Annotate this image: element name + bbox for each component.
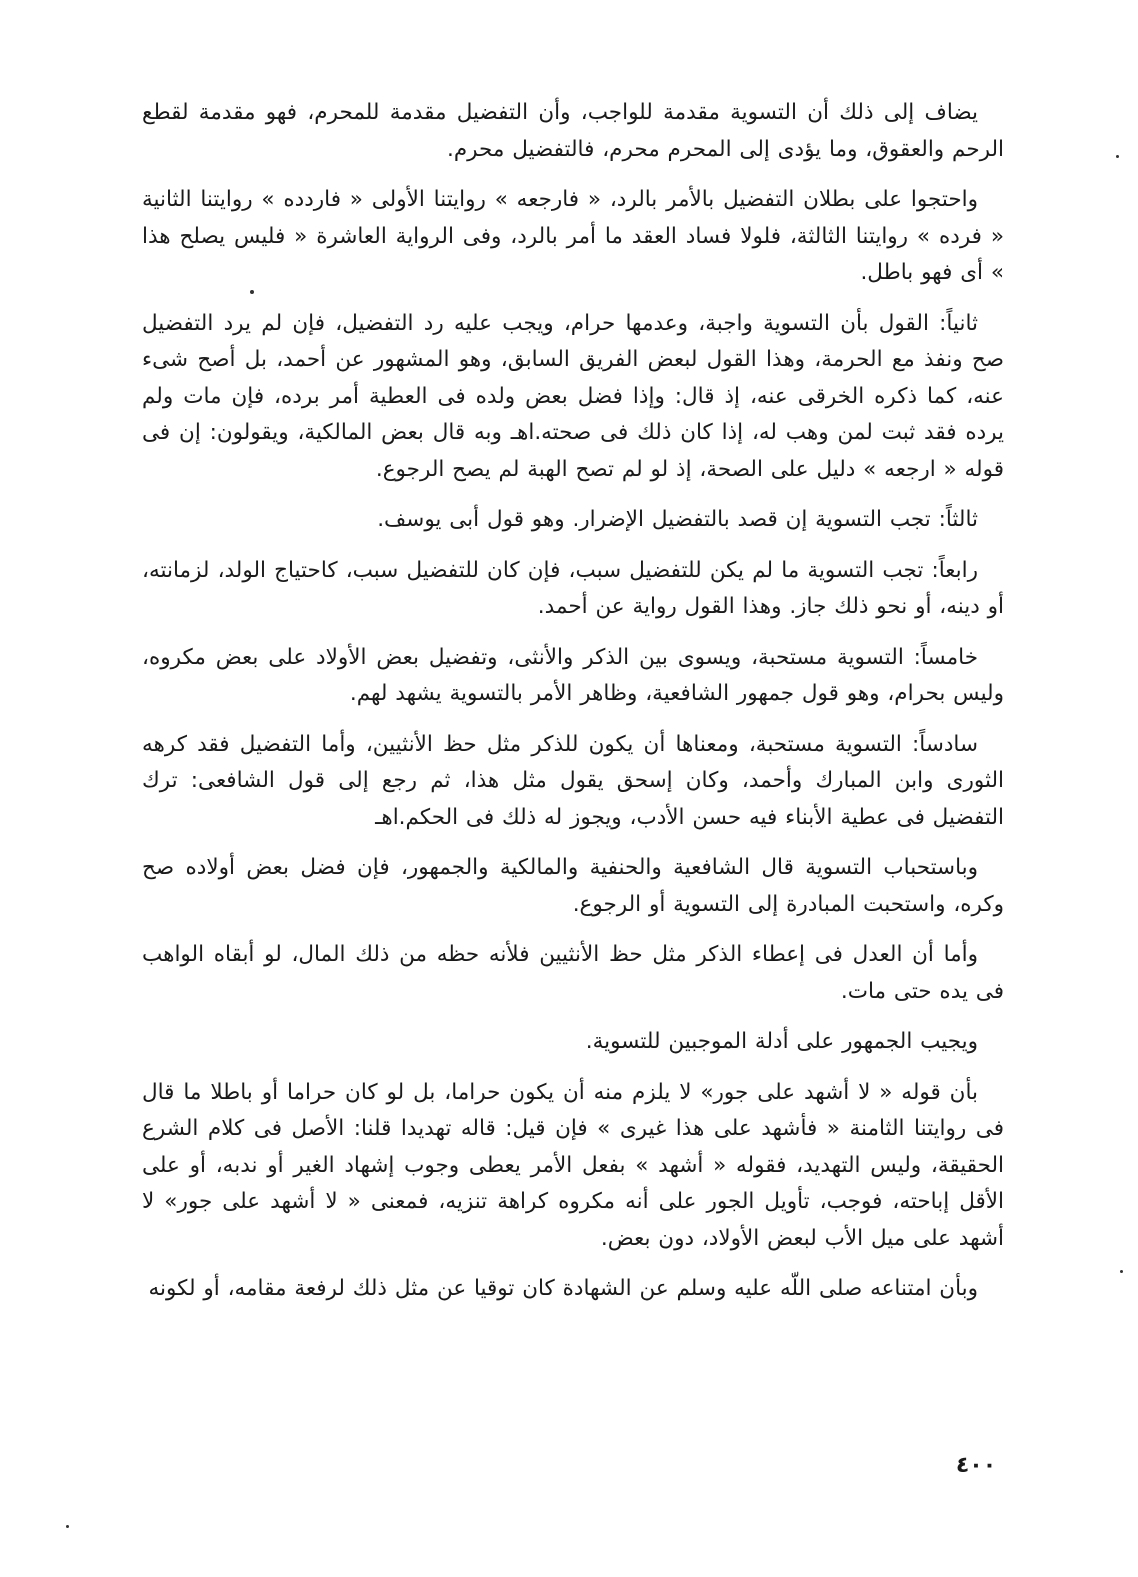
page-number: ٤٠٠ — [955, 1453, 997, 1478]
paragraph-3: ثانياً: القول بأن التسوية واجبة، وعدمها حرام، ويجب عليه رد التفضيل، فإن لم يرد التفضيل صح ونفذ مع الحرمة، وهذا القول لبعض الفريق السابق، وهو المشهور عن أحمد، بل أصح شىء عنه، كما ذكره الخرقى عنه، إذ قال: وإذا فضل بعض ولده فى العطية أمر برده، فإن مات ولم يرده فقد ثبت لمن وهب له، إذا كان ذلك فى صحته.اهـ وبه قال بعض المالكية، ويقولون: إن فى قوله « ارجعه » دليل على الصحة، إذ لو لم تصح الهبة لم يصح الرجوع. — [142, 310, 1004, 482]
paragraph-9: وأما أن العدل فى إعطاء الذكر مثل حظ الأنثيين فلأنه حظه من ذلك المال، لو أبقاه الواهب فى يده حتى مات. — [142, 942, 1004, 1004]
paragraph-10: ويجيب الجمهور على أدلة الموجبين للتسوية. — [585, 1029, 978, 1054]
paragraph-8: وباستحباب التسوية قال الشافعية والحنفية والمالكية والجمهور، فإن فضل بعض أولاده صح وكره، واستحبت المبادرة إلى التسوية أو الرجوع. — [142, 855, 1004, 917]
paragraph-5: رابعاً: تجب التسوية ما لم يكن للتفضيل سبب، فإن كان للتفضيل سبب، كاحتياج الولد، لزمانته، أو دينه، أو نحو ذلك جاز. وهذا القول رواية عن أحمد. — [142, 557, 1004, 619]
paragraph-2: واحتجوا على بطلان التفضيل بالأمر بالرد، « فارجعه » روايتنا الأولى « فاردده » روايتنا الثانية « فرده » روايتنا الثالثة، فلولا فساد العقد ما أمر بالرد، وفى الرواية العاشرة « فليس يصلح هذا » أى فهو باطل. — [142, 187, 1004, 285]
paragraph-7: سادساً: التسوية مستحبة، ومعناها أن يكون للذكر مثل حظ الأنثيين، وأما التفضيل فقد كرهه الثورى وابن المبارك وأحمد، وكان إسحق يقول مثل هذا، ثم رجع إلى قول الشافعى: ترك التفضيل فى عطية الأبناء فيه حسن الأدب، ويجوز له ذلك فى الحكم.اهـ — [142, 731, 1004, 830]
scan-speck — [1116, 155, 1119, 158]
paragraph-6: خامساً: التسوية مستحبة، ويسوى بين الذكر والأنثى، وتفضيل بعض الأولاد على بعض مكروه، وليس بحرام، وهو قول جمهور الشافعية، وظاهر الأمر بالتسوية يشهد لهم. — [142, 644, 1004, 706]
paragraph-12: وبأن امتناعه صلى اللّه عليه وسلم عن الشهادة كان توقيا عن مثل ذلك لرفعة مقامه، أو لكونه — [148, 1276, 978, 1301]
scan-speck — [66, 1525, 69, 1528]
paragraph-1: يضاف إلى ذلك أن التسوية مقدمة للواجب، وأن التفضيل مقدمة للمحرم، فهو مقدمة لقطع الرحم والعقوق، وما يؤدى إلى المحرم محرم، فالتفضيل محرم. — [142, 100, 1004, 162]
scan-speck — [1120, 1270, 1123, 1273]
paragraph-4: ثالثاً: تجب التسوية إن قصد بالتفضيل الإضرار. وهو قول أبى يوسف. — [377, 507, 978, 532]
body-text — [142, 95, 1004, 1322]
scan-speck — [250, 290, 254, 294]
paragraph-11: بأن قوله « لا أشهد على جور» لا يلزم منه أن يكون حراما، بل لو كان حراما أو باطلا ما قال فى روايتنا الثامنة « فأشهد على هذا غيرى » فإن قيل: قاله تهديدا قلنا: الأصل فى كلام الشرع الحقيقة، وليس التهديد، فقوله « أشهد » بفعل الأمر يعطى وجوب إشهاد الغير أو ندبه، أو على الأقل إباحته، فوجب، تأويل الجور على أنه مكروه كراهة تنزيه، فمعنى « لا أشهد على جور» لا أشهد على ميل الأب لبعض الأولاد، دون بعض. — [142, 1079, 1004, 1251]
